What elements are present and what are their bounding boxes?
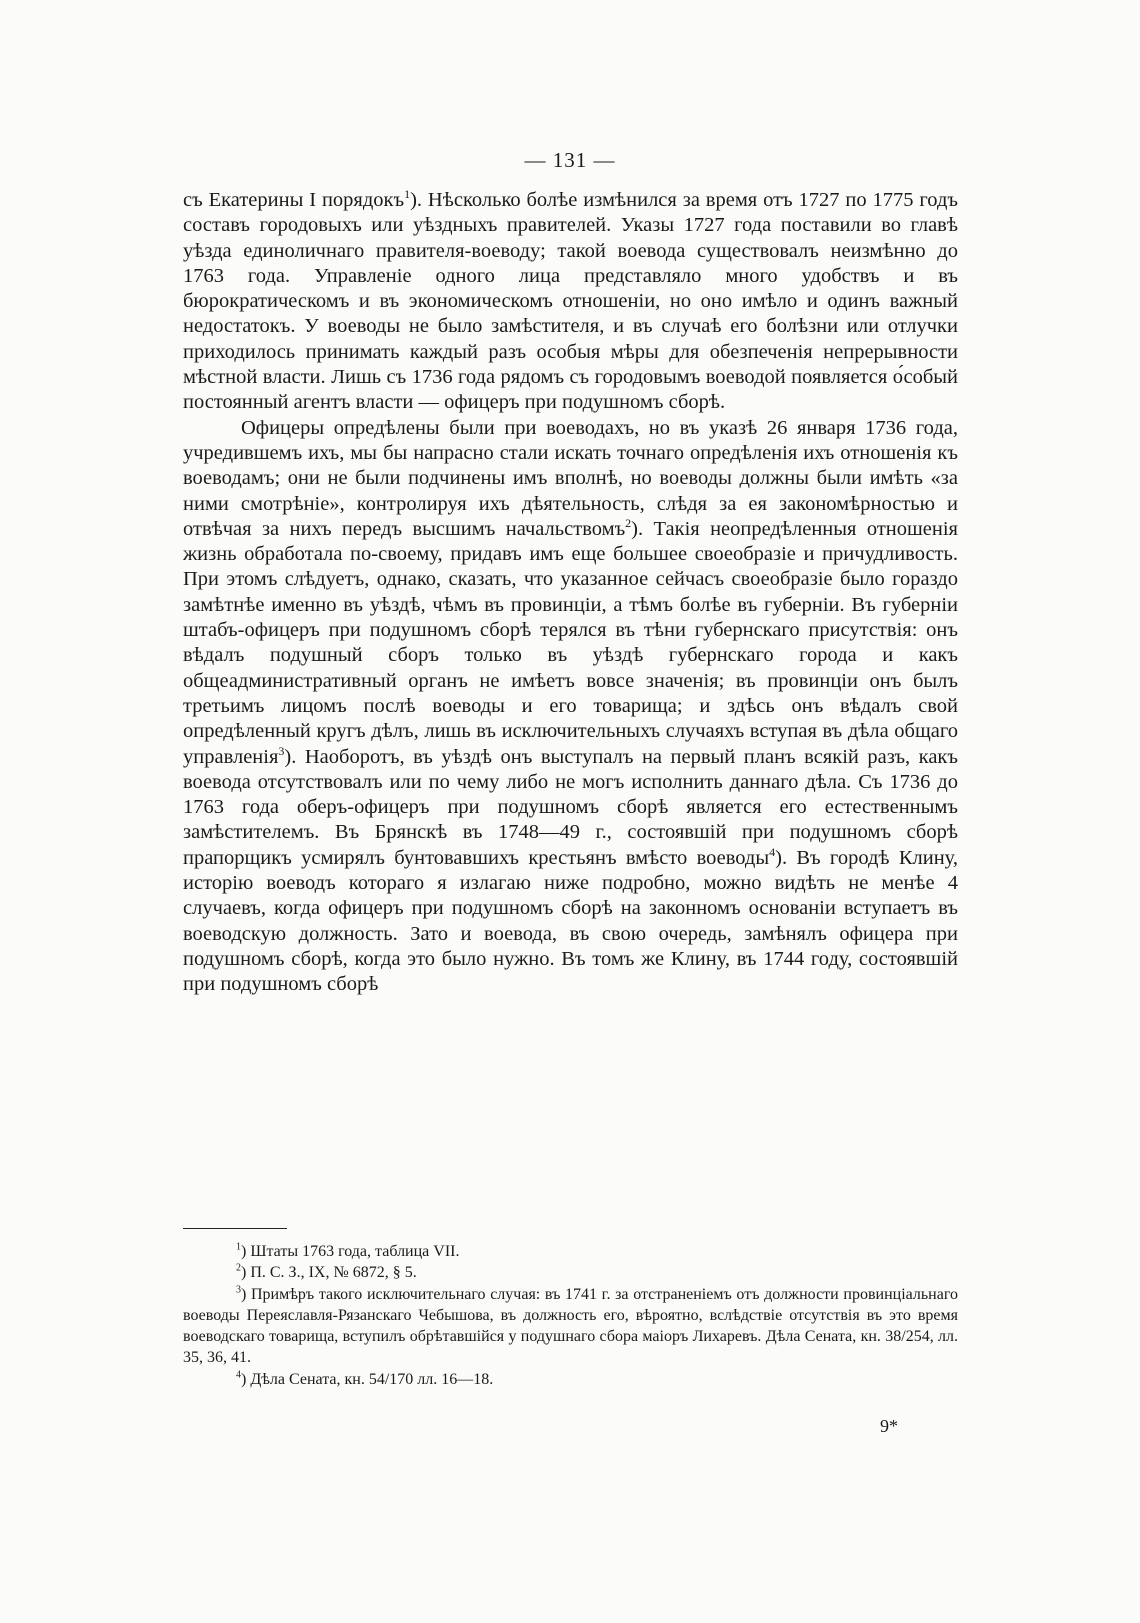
footnote-ref-1: 1 <box>404 187 411 202</box>
footnote-2 <box>183 1262 958 1283</box>
paragraph-1-text-b: ). Нѣсколько болѣе измѣнился за время отъ 1727 по 1775 годъ составъ городовыхъ или уѣздныхъ правителей. Указы 1727 года поставили во главѣ уѣзда единоличнаго правителя-воеводу; такой воевода существовалъ неизмѣнно до 1763 года. Управленіе одного лица представляло много удобствъ и въ бюрократическомъ и въ экономическомъ отношеніи, но оно имѣло и одинъ важный недостатокъ. У воеводы не было замѣстителя, и въ случаѣ его болѣзни или отлучки приходилось принимать каждый разъ особыя мѣры для обезпеченія непрерывности мѣстной власти. Лишь съ 1736 года рядомъ съ городовымъ воеводой появляется о́собый постоянный агентъ власти — офицеръ при подушномъ сборѣ. <box>183 189 958 414</box>
footnote-1 <box>183 1241 958 1262</box>
paragraph-2-text-a: Офицеры опредѣлены были при воеводахъ, но въ указѣ 26 января 1736 года, учредившемъ ихъ, мы бы напрасно стали искать точнаго опредѣленія ихъ отношенія къ воеводамъ; они не были подчинены имъ вполнѣ, но воеводы должны были имѣть «за ними смотрѣніе», контролируя ихъ дѣятельность, слѣдя за ея закономѣрностью и отвѣчая за нихъ передъ высшимъ начальствомъ <box>183 416 958 540</box>
paragraph-2 <box>183 416 958 998</box>
paragraph-2-text-b: ). Такія неопредѣленныя отношенія жизнь обработала по-своему, придавъ имъ еще большее своеобразіе и причудливость. При этомъ слѣдуетъ, однако, сказать, что указанное сейчасъ своеобразіе было гораздо замѣтнѣе именно въ уѣздѣ, чѣмъ въ провинціи, а тѣмъ болѣе въ губерніи. Въ губерніи штабъ-офицеръ при подушномъ сборѣ терялся въ тѣни губернскаго присутствія: онъ вѣдалъ подушный сборъ только въ уѣздѣ губернскаго города и какъ общеадминистративный органъ не имѣетъ вовсе значенія; въ провинціи онъ былъ третьимъ лицомъ послѣ воеводы и его товарища; и здѣсь онъ вѣдалъ свой опредѣленный кругъ дѣлъ, лишь въ исключительныхъ случаяхъ вступая въ дѣла общаго управленія <box>183 517 958 768</box>
footnote-1-text: ) Штаты 1763 года, таблица VII. <box>241 1243 460 1260</box>
footnote-3-text: ) Примѣръ такого исключительнаго случая: въ 1741 г. за отстраненіемъ отъ должности провинціальнаго воеводы Переяславля-Рязанскаго Чебышова, въ должность его, вѣроятно, вслѣдствіе отсутствія въ это время воеводскаго товарища, вступилъ обрѣтавшійся у подушнаго сбора маіоръ Лихаревъ. Дѣла Сената, кн. 38/254, лл. 35, 36, 41. <box>183 1285 958 1367</box>
footnote-4 <box>183 1369 958 1390</box>
footnote-4-text: ) Дѣла Сената, кн. 54/170 лл. 16—18. <box>241 1370 494 1388</box>
footnote-2-text: ) П. С. З., IX, № 6872, § 5. <box>241 1264 417 1282</box>
paragraph-1 <box>183 188 958 416</box>
footnote-3 <box>183 1284 958 1369</box>
signature-mark: 9* <box>880 1416 898 1436</box>
footnote-ref-3: 3 <box>278 743 285 758</box>
paragraph-1-text-a: съ Екатерины I порядокъ <box>183 189 405 211</box>
paragraph-2-text-c: ). Наоборотъ, въ уѣздѣ онъ выступалъ на первый планъ всякій разъ, какъ воевода отсутствовалъ или по чему либо не могъ исполнить даннаго дѣла. Съ 1736 до 1763 года оберъ-офицеръ при подушномъ сборѣ является его естественнымъ замѣстителемъ. Въ Брянскѣ въ 1748—49 г., состоявшій при подушномъ сборѣ прапорщикъ усмирялъ бунтовавшихъ крестьянъ вмѣсто воеводы <box>183 745 958 869</box>
paragraph-2-text-d: ). Въ городѣ Клину, исторію воеводъ котораго я излагаю ниже подробно, можно видѣть не менѣе 4 случаевъ, когда офицеръ при подушномъ сборѣ на законномъ основаніи вступаетъ въ воеводскую должность. Зато и воевода, въ свою очередь, замѣнялъ офицера при подушномъ сборѣ, когда это было нужно. Въ томъ же Клину, въ 1744 году, состоявшій при подушномъ сборѣ <box>183 846 958 996</box>
footnote-4-mark: 4 <box>236 1369 241 1381</box>
page-number: — 131 — <box>524 148 616 172</box>
footnote-2-mark: 2 <box>236 1262 241 1274</box>
footnote-ref-2: 2 <box>625 516 632 531</box>
footnote-3-mark: 3 <box>236 1284 241 1296</box>
footnote-ref-4: 4 <box>769 844 776 859</box>
footnote-separator <box>183 1228 287 1229</box>
footnote-1-mark: 1 <box>236 1241 241 1253</box>
main-text <box>183 188 958 998</box>
footnotes <box>183 1241 958 1390</box>
